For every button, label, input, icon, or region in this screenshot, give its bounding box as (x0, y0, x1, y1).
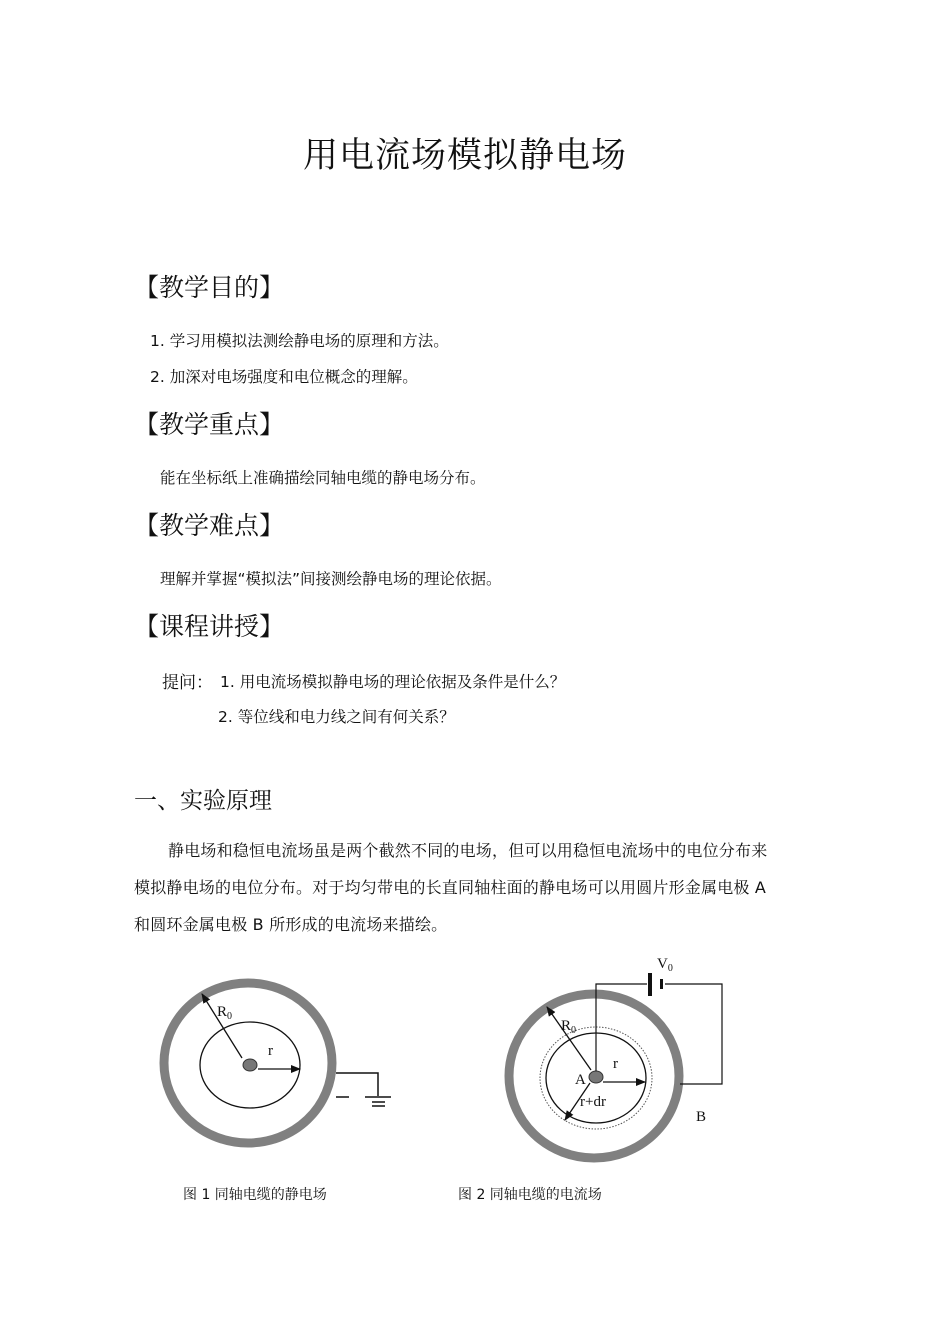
question-label: 提问： (162, 673, 213, 693)
page-title: 用电流场模拟静电场 (302, 136, 627, 176)
objective-item: 2. 加深对电场强度和电位概念的理解。 (150, 368, 418, 386)
principle-heading: 一、实验原理 (134, 788, 272, 814)
voltage-label: $V_0$ (657, 956, 673, 974)
difficulties-text: 理解并掌握“模拟法”间接测绘静电场的理论依据。 (160, 570, 502, 588)
principle-paragraph (134, 832, 814, 943)
outer-radius-arrow (547, 1007, 591, 1070)
inner-electrode-a (589, 1071, 603, 1083)
figure-2-diagram (495, 950, 735, 1170)
ground-icon (336, 1073, 391, 1106)
outer-radius-label: $R_0$ (217, 1004, 233, 1022)
heading-lecture: 【课程讲授】 (134, 612, 285, 641)
question-item: 2. 等位线和电力线之间有何关系？ (218, 708, 455, 726)
question-item: 1. 用电流场模拟静电场的理论依据及条件是什么？ (220, 673, 566, 691)
heading-key-points: 【教学重点】 (134, 410, 285, 439)
objective-item: 1. 学习用模拟法测绘静电场的原理和方法。 (150, 332, 449, 350)
battery-icon (648, 973, 663, 996)
key-points-text: 能在坐标纸上准确描绘同轴电缆的静电场分布。 (160, 469, 486, 487)
radius-label: r (613, 1056, 618, 1072)
paragraph-line (134, 832, 814, 869)
figure-1-caption: 图 1 同轴电缆的静电场 (183, 1187, 327, 1203)
figure-1-diagram (150, 975, 400, 1165)
electrode-a-label: A (575, 1072, 586, 1088)
paragraph-line: 和圆环金属电极 B 所形成的电流场来描绘。 (134, 915, 448, 934)
radius-label: r (268, 1043, 273, 1059)
inner-electrode (243, 1059, 257, 1071)
electrode-b-label: B (696, 1109, 707, 1125)
outer-radius-label: $R_0$ (561, 1018, 577, 1036)
paragraph-line-text: 静电场和稳恒电流场虽是两个截然不同的电场，但可以用稳恒电流场中的电位分布来 (168, 841, 768, 860)
figure-2-caption: 图 2 同轴电缆的电流场 (458, 1187, 602, 1203)
radius-dr-label: r+dr (580, 1094, 606, 1110)
heading-objectives: 【教学目的】 (134, 273, 285, 302)
heading-difficulties: 【教学难点】 (134, 511, 285, 540)
paragraph-line: 模拟静电场的电位分布。对于均匀带电的长直同轴柱面的静电场可以用圆片形金属电极 A (134, 878, 767, 897)
